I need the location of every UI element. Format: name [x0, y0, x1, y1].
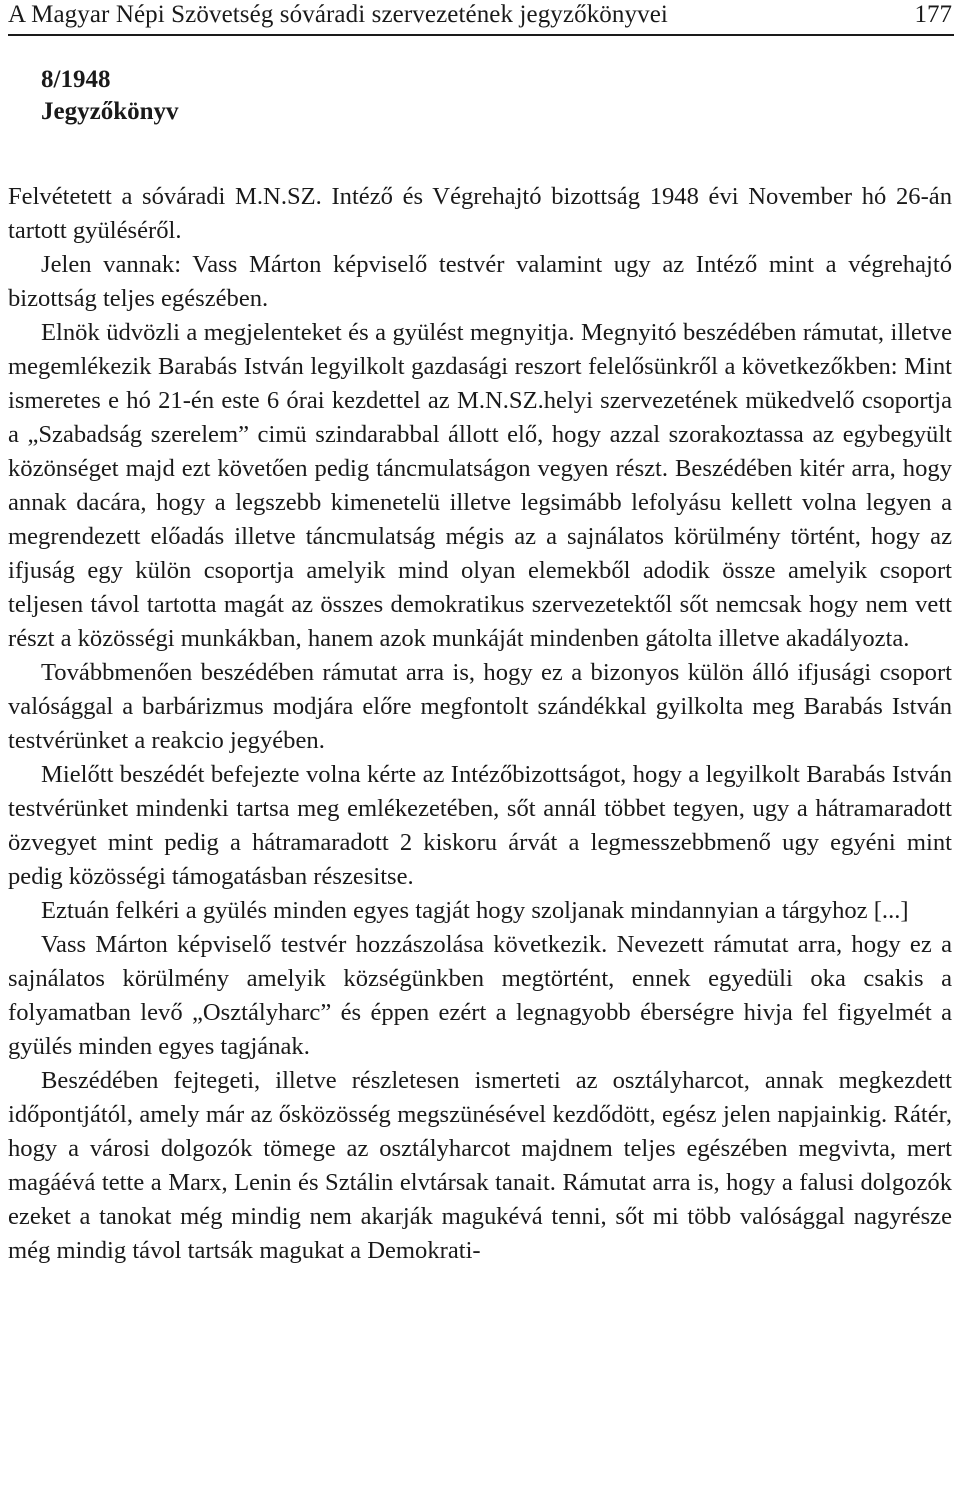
document-title: Jegyzőkönyv [41, 98, 179, 125]
paragraph: Eztuán felkéri a gyülés minden egyes tagját hogy szoljanak mindannyian a tárgyhoz [...] [41, 897, 909, 924]
paragraph: Vass Márton képviselő testvér hozzászolása következik. Nevezett rámutat arra, hogy ez a sajnálatos körülmény amelyik községünkben megtörtént, ennek egyedüli oka csakis a folyamatban levő „Osztályharc” és éppen ezért a legnagyobb éberségre hivja fel figyelmét a gyülés minden egyes tagjának. [8, 931, 952, 1060]
paragraph: Továbbmenően beszédében rámutat arra is, hogy ez a bizonyos külön álló ifjusági csoport valósággal a barbárizmus modjára előre megfontolt szándékkal gyilkolta meg Barabás István testvérünket a reakcio jegyében. [8, 659, 952, 754]
body-text [8, 180, 952, 1268]
running-header [8, 0, 954, 36]
paragraph: Felvétetett a sóváradi M.N.SZ. Intéző és Végrehajtó bizottság 1948 évi November hó 26-án tartott gyüléséről. [8, 183, 952, 244]
running-title: A Magyar Népi Szövetség sóváradi szervezetének jegyzőkönyvei [8, 1, 668, 28]
document-heading-block [41, 64, 179, 128]
paragraph: Beszédében fejtegeti, illetve részletesen ismerteti az osztályharcot, annak megkezdett időpontjától, amely már az ősközösség megszünésével kezdődött, egész jelen napjainkig. Rátér, hogy a városi dolgozók tömege az osztályharcot majdnem teljes egészében megvivta, mert magáévá tette a Marx, Lenin és Sztálin elvtársak tanait. Rámutat arra is, hogy a falusi dolgozók ezeket a tanokat még mindig nem akarják magukévá tenni, sőt mi több valósággal nagyrésze még mindig távol tartsák magukat a Demokrati- [8, 1067, 952, 1264]
paragraph: Jelen vannak: Vass Márton képviselő testvér valamint ugy az Intéző mint a végrehajtó bizottság teljes egészében. [8, 251, 952, 312]
document-number: 8/1948 [41, 66, 111, 93]
paragraph: Elnök üdvözli a megjelenteket és a gyülést megnyitja. Megnyitó beszédében rámutat, illetve megemlékezik Barabás István legyilkolt gazdasági reszort felelősünkről a következőkben: Mint ismeretes e hó 21-én este 6 órai kezdettel az M.N.SZ.helyi szervezetének mükedvelő csoportja a „Szabadság szerelem” cimü szindarabbal állott elő, hogy azzal szorakoztassa az egybegyült közönséget majd ezt követően pedig táncmulatságon vegyen részt. Beszédében kitér arra, hogy annak dacára, hogy a legszebb kimenetelü illetve legsimább lefolyásu kellett volna legyen a megrendezett előadás illetve táncmulatság mégis az a sajnálatos körülmény történt, hogy az ifjuság egy külön csoportja amelyik mind olyan elemekből adodik össze amelyik csoport teljesen távol tartotta magát az összes demokratikus szervezetektől sőt nemcsak hogy nem vett részt a közösségi munkákban, hanem azok munkáját mindenben gátolta illetve akadályozta. [8, 319, 952, 652]
page-number: 177 [914, 1, 952, 28]
paragraph: Mielőtt beszédét befejezte volna kérte az Intézőbizottságot, hogy a legyilkolt Barabás István testvérünket mindenki tartsa meg emlékezetében, sőt annál többet tegyen, ugy a hátramaradott özvegyet mint pedig a hátramaradott 2 kiskoru árvát a legmesszebbmenő ugy egyéni mint pedig közösségi támogatásban részesitse. [8, 761, 952, 890]
